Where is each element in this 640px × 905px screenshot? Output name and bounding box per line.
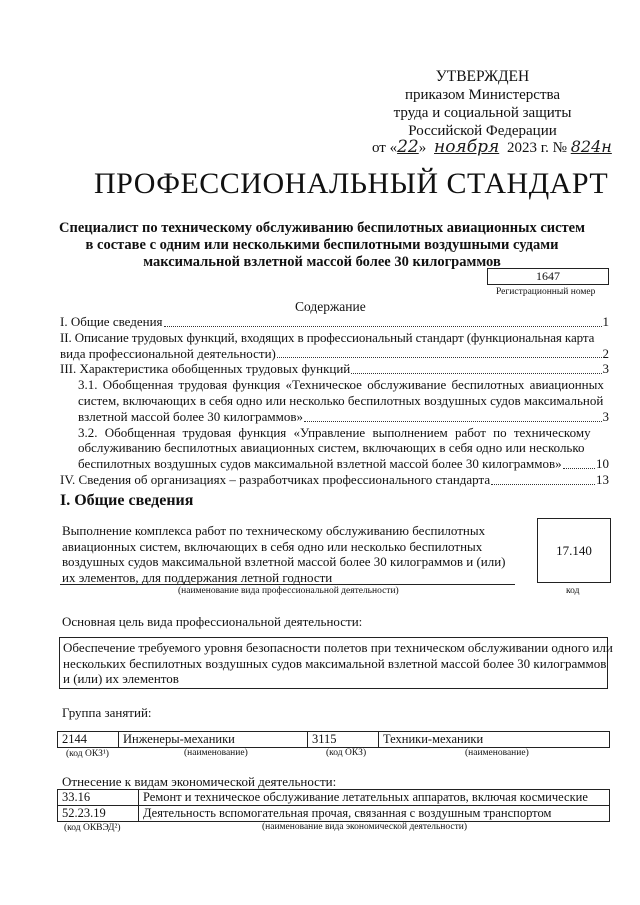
okz-code: 2144 [58, 732, 119, 748]
activity-code-box [537, 518, 611, 583]
activity-code: 17.140 [556, 543, 592, 558]
activity-caption: (наименование вида профессиональной деятельности) [178, 586, 399, 596]
toc-item[interactable]: 3.1. Обобщенная трудовая функция «Техническое обслуживание беспилотных авиационных систем, включающих в себя одно или несколько беспилотных воздушных судов максимальной взлетной массой более 30 килограммов» 3 [78, 377, 609, 424]
goal-box: Обеспечение требуемого уровня безопасности полетов при техническом обслуживании одного или нескольких беспилотных воздушных судов максимальной взлетной массой более 30 килограммов и (или) их элементов [59, 637, 608, 689]
table-row [58, 806, 610, 822]
toc-item[interactable]: I. Общие сведения 1 [60, 314, 609, 329]
activity-underline [60, 584, 515, 585]
standard-subtitle: Специалист по техническому обслуживанию беспилотных авиационных систем в составе с одним или несколькими беспилотными воздушными судами максимальной взлетной массой более 30 килограммов [59, 220, 585, 270]
table-row [58, 732, 610, 748]
handwritten-number: 824н [570, 137, 612, 156]
toc-item[interactable]: II. Описание трудовых функций, входящих в профессиональный стандарт (функциональная карта вида профессиональной деятельности) 2 [60, 329, 609, 361]
date-year: 2023 г. № [506, 140, 567, 156]
activity-name: Выполнение комплекса работ по техническому обслуживанию беспилотных авиационных систем, включающих в себя одно или несколько беспилотных воздушных судов максимальной взлетной массой более 30 килограммов и (или) их элементов, для поддержания летной годности [62, 523, 506, 585]
econ-label: Отнесение к видам экономической деятельности: [62, 774, 337, 789]
table-row [58, 790, 610, 806]
econ-caption: (наименование вида экономической деятельности) [262, 822, 467, 832]
approval-date [372, 138, 612, 157]
group-caption: (код ОКЗ¹) [66, 749, 109, 759]
okved-code: 33.16 [58, 790, 139, 806]
contents-heading: Содержание [295, 299, 366, 314]
activity-name: Деятельность вспомогательная прочая, связанная с воздушным транспортом [139, 806, 610, 822]
handwritten-month: ноября [434, 137, 500, 157]
group-caption: (код ОКЗ) [326, 748, 367, 758]
code-caption: код [566, 586, 580, 596]
registration-number: 1647 [536, 269, 560, 283]
section-heading: I. Общие сведения [60, 492, 194, 509]
table-of-contents [60, 314, 609, 488]
occupation-name: Техники-механики [379, 732, 610, 748]
goal-label: Основная цель вида профессиональной деятельности: [62, 614, 363, 629]
date-prefix: от « [372, 140, 398, 156]
group-label: Группа занятий: [62, 705, 152, 720]
registration-caption: Регистрационный номер [496, 287, 596, 297]
approval-line: Российской Федерации [408, 123, 557, 139]
activity-name: Ремонт и техническое обслуживание летательных аппаратов, включая космические [139, 790, 610, 806]
occupation-group-table [57, 731, 610, 748]
page-title: ПРОФЕССИОНАЛЬНЫЙ СТАНДАРТ [94, 167, 609, 200]
group-caption: (наименование) [465, 748, 529, 758]
approval-line: труда и социальной защиты [393, 105, 572, 121]
approval-title: УТВЕРЖДЕН [435, 68, 530, 85]
okved-code: 52.23.19 [58, 806, 139, 822]
okz-code: 3115 [308, 732, 379, 748]
approval-line: приказом Министерства [404, 87, 561, 103]
handwritten-day: 22 [397, 137, 419, 157]
registration-number-box [487, 268, 609, 285]
toc-item[interactable]: IV. Сведения об организациях – разработчиках профессионального стандарта 13 [60, 471, 609, 487]
econ-caption: (код ОКВЭД²) [64, 823, 121, 833]
toc-item[interactable]: 3.2. Обобщенная трудовая функция «Управление выполнением работ по техническому обслуживанию беспилотных авиационных систем, включающих в себя одно или несколько беспилотных воздушных судов максимальной взлетной массой более 30 килограммов» 10 [78, 424, 609, 472]
group-caption: (наименование) [184, 748, 248, 758]
occupation-name: Инженеры-механики [119, 732, 308, 748]
date-mid: » [418, 140, 427, 156]
toc-item[interactable]: III. Характеристика обобщенных трудовых функций 3 [60, 361, 609, 377]
approval-block [360, 68, 605, 140]
economic-activity-table [57, 789, 610, 822]
